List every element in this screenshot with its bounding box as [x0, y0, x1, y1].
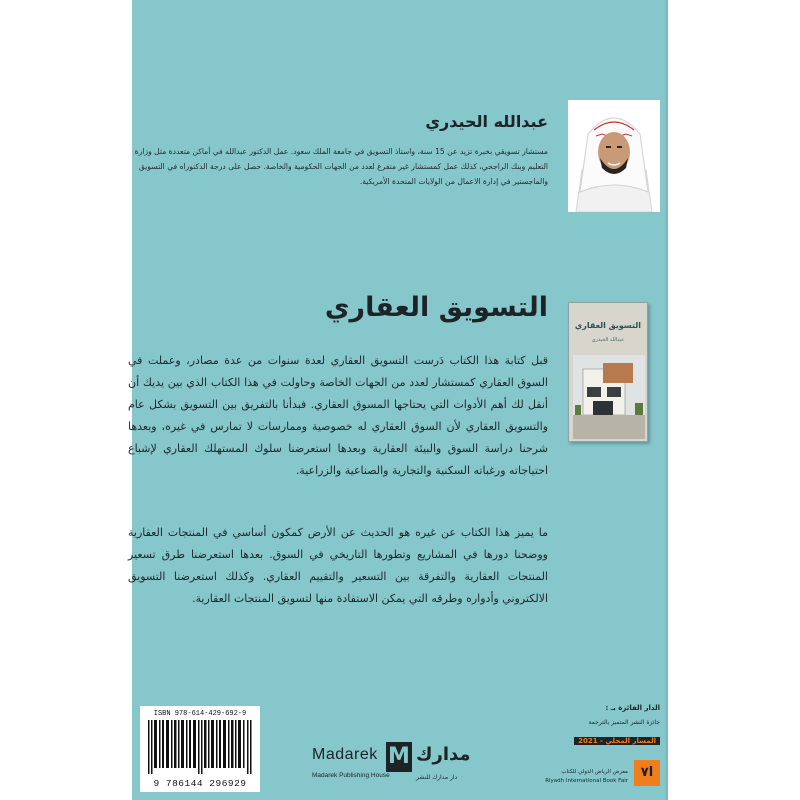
isbn-digits: 9 786144 296929: [153, 778, 247, 789]
book-fair-name-en: Riyadh International Book Fair: [545, 778, 628, 784]
book-title: التسويق العقاري: [324, 292, 548, 323]
thumbnail-title: التسويق العقاري: [574, 321, 642, 330]
publisher-house-ar: دار مدارك للنشر: [416, 774, 458, 781]
author-portrait-icon: [568, 100, 660, 212]
building-illustration-icon: [573, 355, 645, 439]
author-bio: مستشار تسويقي بخبرة تزيد عن 15 سنة، واستاذ التسويق في جامعة الملك سعود. عمل الدكتور عبدالله في أماكن متعددة مثل وزارة التعليم وبنك الراجحي، كذلك عمل كمستشار غير متفرغ لعدد من الجهات الحكومية والخاصة. حصل على درجة الدكتوراه في التسويق والماجستير في إدارة الاعمال من الولايات المتحدة الأمريكية.: [134, 147, 548, 186]
publisher-name-en: Madarek: [312, 746, 378, 763]
book-fair-logo-icon: ا٧: [634, 760, 660, 786]
publisher-m-icon: M: [386, 742, 412, 772]
award-block: [540, 704, 660, 794]
publisher-house-en: Madarek Publishing House: [312, 772, 390, 779]
award-badge: المسار المحلي - 2021: [574, 737, 660, 745]
award-title: جائزة النشر المتميز بالترجمة: [588, 719, 660, 726]
book-fair-name-ar: معرض الرياض الدولي للكتاب: [561, 769, 628, 775]
barcode-icon: [148, 720, 252, 774]
synopsis-paragraph: قبل كتابة هذا الكتاب دَرست التسويق العقاري لعدة سنوات من عدة مصادر، وعملت في السوق العقاري كمستشار لعدد من الجهات الخاصة وحاولت في هذا الكتاب الذي بين يديك أن أنقل لك أهم الأدوات التي يحتاجها المسوق العقاري. فبدأنا بالتفريق بين التسويق بشكل عام والتسويق العقاري لأن السوق العقاري له خصوصية وممارسات لا تمارس في غيره، وبعدها شرحنا دراسة السوق والبيئة العقارية وبعدها استعرضنا سلوك المستهلك العقاري لإشباع احتياجاته ورغباته السكنية والتجارية والصناعية والزراعية.: [128, 354, 548, 477]
book-cover-thumbnail: [568, 302, 648, 442]
isbn-barcode: [140, 706, 260, 792]
book-fair-name: [542, 768, 628, 786]
author-photo: [568, 100, 660, 212]
thumbnail-author: عبدالله الحيدري: [591, 337, 625, 343]
publisher-name-ar: مدارك: [416, 744, 471, 765]
synopsis-paragraph: ما يميز هذا الكتاب عن غيره هو الحديث عن الأرض كمكون أساسي في المنتجات العقارية ووضحنا دورها في المشاريع وتطورها التاريخي في السوق. بعدها استعرضنا طرق تسعير المنتجات العقارية والتفرقة بين التسعير والتقييم العقاري. وكذلك استعرضنا التسويق الالكتروني وأدواره وطرقه التي يمكن الاستفادة منها لتسويق المنتجات العقارية.: [128, 526, 548, 605]
book-back-cover: [128, 0, 668, 800]
publisher-logo: [312, 740, 512, 796]
award-heading: الدار الفائزة بـ :: [605, 704, 660, 712]
isbn-label: ISBN 978-614-429-692-9: [153, 710, 247, 718]
author-name: عبدالله الحيدري: [425, 112, 548, 131]
